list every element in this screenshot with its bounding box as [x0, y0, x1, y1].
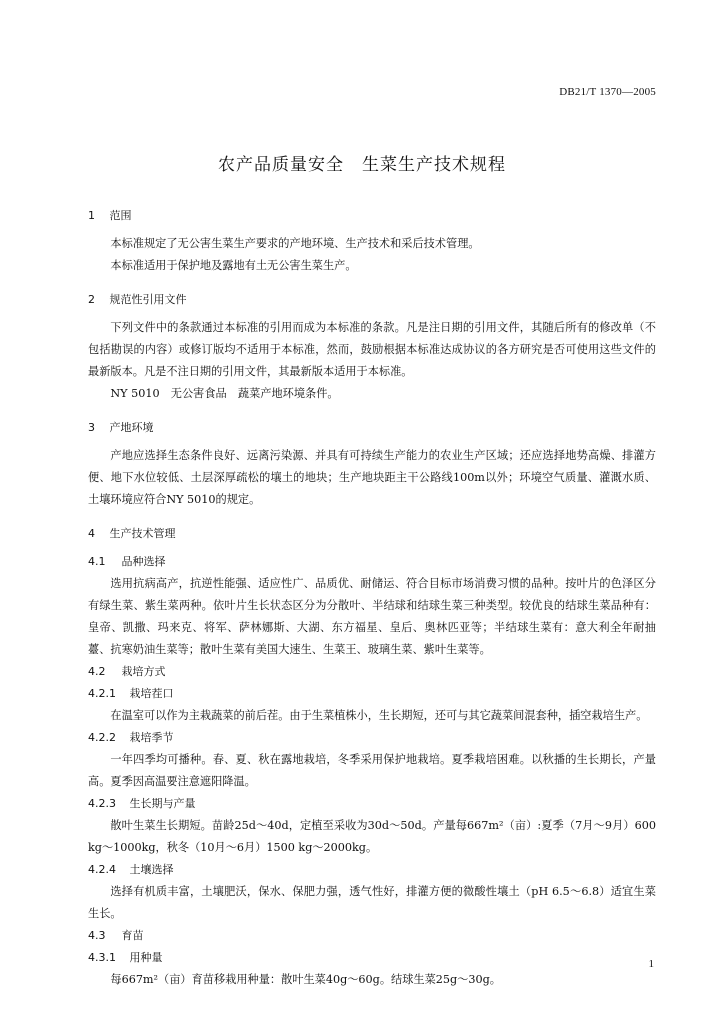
section-number: 4 — [88, 527, 95, 540]
page-title: 农产品质量安全 生菜生产技术规程 — [218, 155, 506, 175]
section-number: 2 — [88, 293, 95, 306]
section-title: 品种选择 — [121, 555, 166, 568]
paragraph: 选用抗病高产，抗逆性能强、适应性广、品质优、耐储运、符合目标市场消费习惯的品种。按叶片的色泽区分有绿生菜、紫生菜两种。依叶片生长状态区分为分散叶、半结球和结球生菜三种类型。较优良的结球生菜品种有：皇帝、凯撒、玛来克、将军、萨林娜斯、大湖、东方福星、皇后、奥林匹亚等；半结球生菜有：意大利全年耐抽薹、抗寒奶油生菜等；散叶生菜有美国大速生、生菜王、玻璃生菜、紫叶生菜等。 — [88, 577, 656, 656]
section-number: 4.1 — [88, 555, 106, 568]
document-body — [88, 205, 656, 991]
section-number: 4.2 — [88, 665, 106, 678]
section-title: 规范性引用文件 — [109, 293, 187, 306]
section-title: 用种量 — [129, 951, 163, 964]
section-number: 3 — [88, 421, 95, 434]
section-title: 土壤选择 — [129, 863, 174, 876]
section-title: 生产技术管理 — [109, 527, 176, 540]
section-heading — [88, 417, 656, 439]
section-title: 育苗 — [121, 929, 144, 942]
subsection-heading — [88, 683, 656, 705]
subsection-heading — [88, 551, 656, 573]
section-number: 4.2.4 — [88, 863, 116, 876]
subsection-heading — [88, 793, 656, 815]
subsection-heading — [88, 947, 656, 969]
paragraph: NY 5010 无公害食品 蔬菜产地环境条件。 — [110, 387, 339, 400]
paragraph: 选择有机质丰富，土壤肥沃，保水、保肥力强，透气性好，排灌方便的微酸性壤土（pH 6.5～6.8）适宜生菜生长。 — [88, 885, 656, 920]
paragraph: 本标准规定了无公害生菜生产要求的产地环境、生产技术和采后技术管理。 — [110, 237, 480, 250]
subsection-heading — [88, 661, 656, 683]
section-number: 4.2.1 — [88, 687, 116, 700]
section-title: 生长期与产量 — [129, 797, 196, 810]
section-number: 4.3 — [88, 929, 106, 942]
subsection-heading — [88, 859, 656, 881]
document-code: DB21/T 1370—2005 — [559, 86, 656, 98]
subsection-heading — [88, 727, 656, 749]
section-number: 1 — [88, 209, 95, 222]
paragraph: 下列文件中的条款通过本标准的引用而成为本标准的条款。凡是注日期的引用文件，其随后所有的修改单（不包括勘误的内容）或修订版均不适用于本标准，然而，鼓励根据本标准达成协议的各方研究是否可使用这些文件的最新版本。凡是不注日期的引用文件，其最新版本适用于本标准。 — [88, 321, 656, 378]
section-heading — [88, 205, 656, 227]
page-number: 1 — [648, 958, 654, 970]
section-number: 4.2.3 — [88, 797, 116, 810]
section-heading — [88, 289, 656, 311]
section-title: 栽培方式 — [121, 665, 166, 678]
paragraph: 本标准适用于保护地及露地有土无公害生菜生产。 — [110, 259, 357, 272]
paragraph: 在温室可以作为主栽蔬菜的前后茬。由于生菜植株小，生长期短，还可与其它蔬菜间混套种，插空栽培生产。 — [110, 709, 648, 722]
paragraph: 每667m²（亩）育苗移栽用种量：散叶生菜40g～60g。结球生菜25g～30g。 — [110, 973, 501, 986]
section-title: 栽培茬口 — [129, 687, 174, 700]
paragraph: 一年四季均可播种。春、夏、秋在露地栽培，冬季采用保护地栽培。夏季栽培困难。以秋播的生长期长，产量高。夏季因高温要注意遮阳降温。 — [88, 753, 656, 788]
section-heading — [88, 523, 656, 545]
paragraph: 产地应选择生态条件良好、远离污染源、并具有可持续生产能力的农业生产区域；还应选择地势高燥、排灌方便、地下水位较低、土层深厚疏松的壤土的地块；生产地块距主干公路线100m以外；环境空气质量、灌溉水质、土壤环境应符合NY 5010的规定。 — [88, 449, 656, 506]
section-title: 产地环境 — [109, 421, 154, 434]
section-title: 范围 — [109, 209, 132, 222]
paragraph: 散叶生菜生长期短。苗龄25d～40d，定植至采收为30d～50d。产量每667m²（亩）:夏季（7月～9月）600 kg～1000kg，秋冬（10月～6月）1500 kg～2000kg。 — [88, 819, 656, 854]
subsection-heading — [88, 925, 656, 947]
section-number: 4.2.2 — [88, 731, 116, 744]
section-title: 栽培季节 — [129, 731, 174, 744]
section-number: 4.3.1 — [88, 951, 116, 964]
